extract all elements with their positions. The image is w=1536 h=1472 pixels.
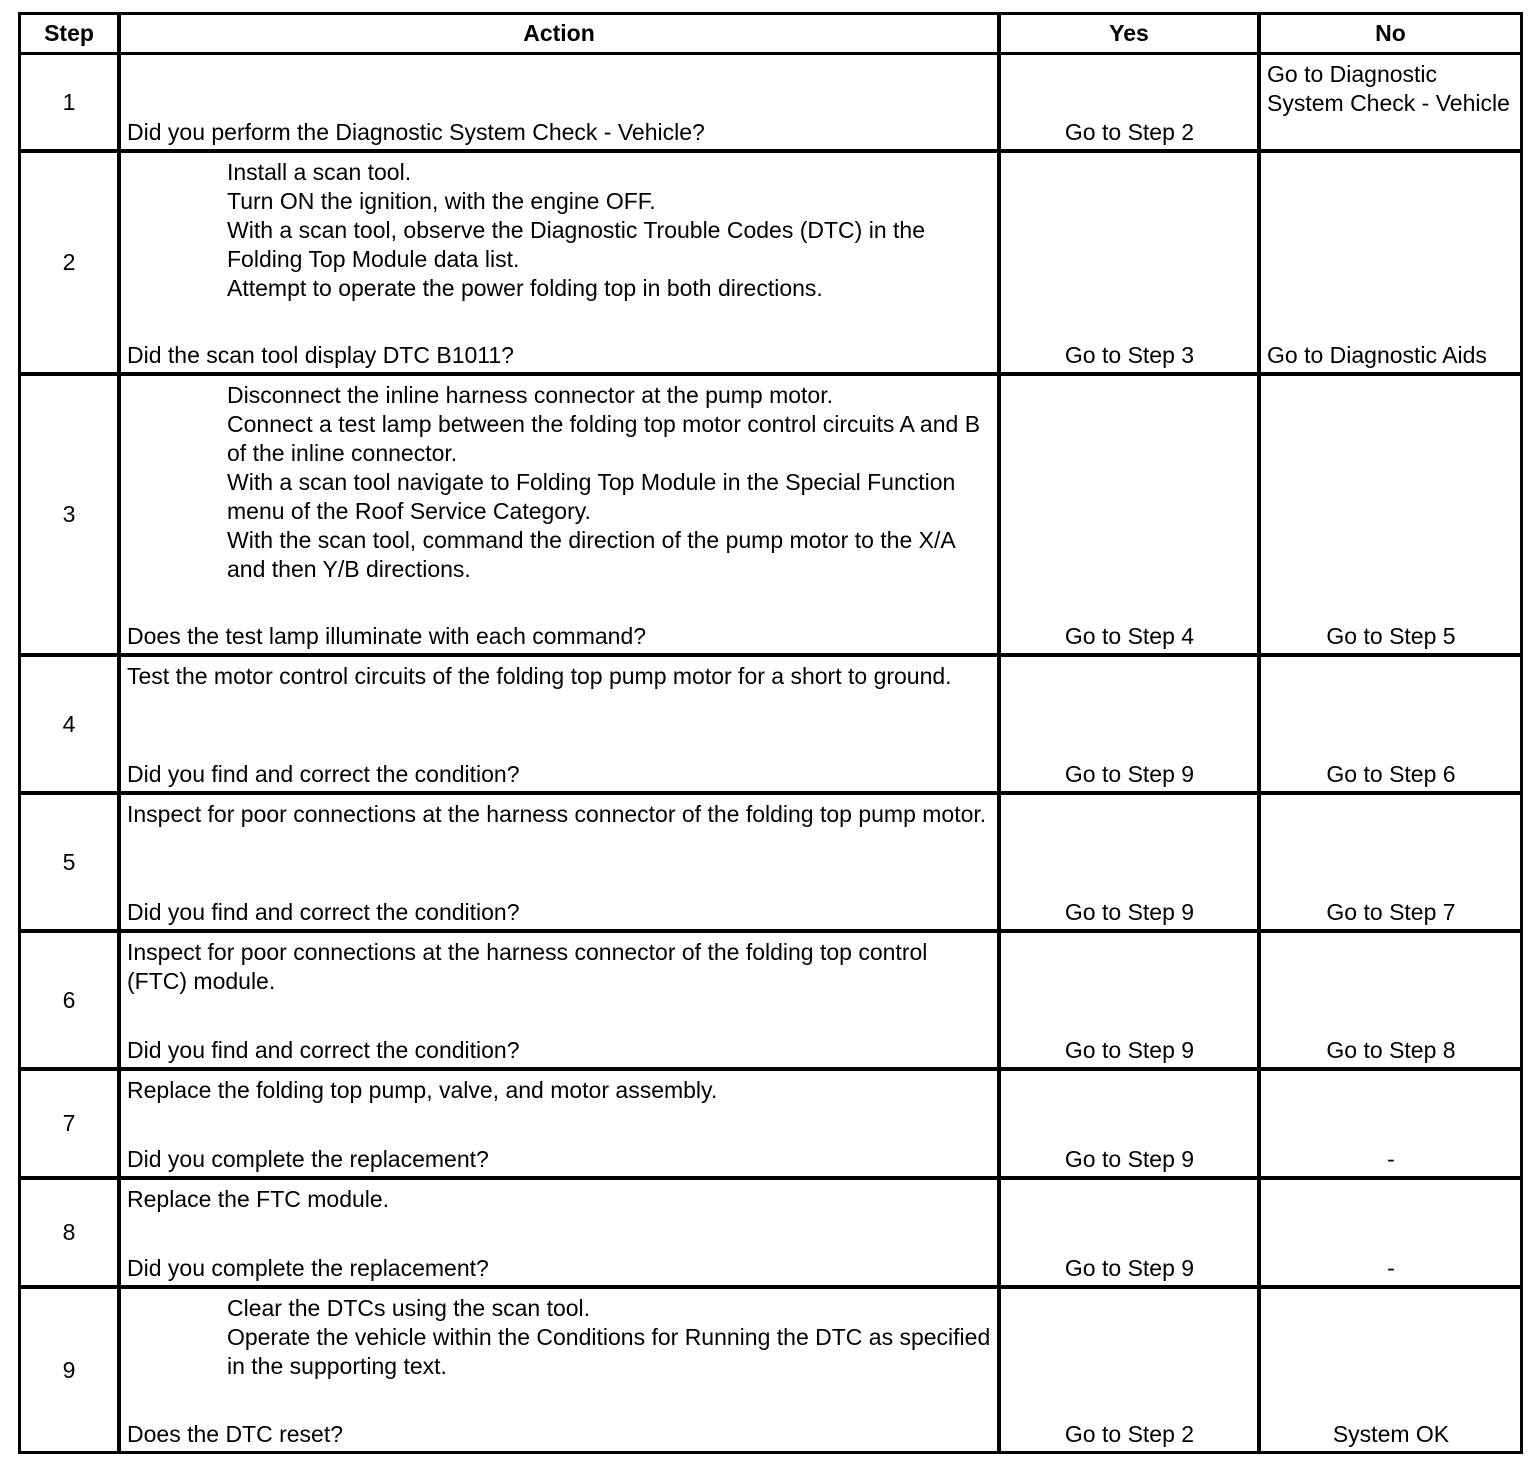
table-row [21,794,1523,932]
no-cell [1260,55,1523,152]
step-number: 4 [21,656,120,794]
action-bullet-item: Clear the DTCs using the scan tool. [227,1295,591,1321]
table-row [21,55,1523,152]
step-number: 9 [21,1288,120,1454]
action-cell [120,375,1000,656]
yes-result: Go to Step 2 [1064,119,1195,145]
yes-cell [1000,656,1260,794]
action-cell [120,1179,1000,1288]
no-result: Go to Step 6 [1326,761,1456,787]
yes-cell [1000,55,1260,152]
yes-result: Go to Step 9 [1064,899,1195,925]
action-bullet-item: Connect a test lamp between the folding top motor control circuits A and B of the inline connector. [227,411,981,466]
step-number: 2 [21,152,120,375]
yes-result: Go to Step 3 [1064,342,1195,368]
table-row [21,375,1523,656]
yes-result: Go to Step 9 [1064,1037,1195,1063]
yes-result: Go to Step 9 [1064,1255,1195,1281]
diagnostic-table [18,12,1523,1454]
table-row [21,1179,1523,1288]
yes-cell [1000,1288,1260,1454]
action-instruction: Inspect for poor connections at the harness connector of the folding top control (FTC) module. [127,939,928,994]
action-bullet-list [127,1294,992,1381]
no-cell [1260,656,1523,794]
action-instruction: Test the motor control circuits of the folding top pump motor for a short to ground. [127,663,952,689]
table-row [21,932,1523,1070]
header-no: No [1260,15,1523,55]
step-number: 5 [21,794,120,932]
action-bullet-item: Operate the vehicle within the Conditions for Running the DTC as specified in the supporting text. [227,1324,991,1379]
yes-result: Go to Step 9 [1064,761,1195,787]
no-cell [1260,152,1523,375]
action-bullet-item: Install a scan tool. [227,159,412,185]
yes-cell [1000,1179,1260,1288]
action-cell [120,932,1000,1070]
action-question: Does the DTC reset? [127,1421,344,1447]
action-question: Did you find and correct the condition? [127,761,520,787]
header-action: Action [120,15,1000,55]
no-result: Go to Diagnostic Aids [1267,342,1487,368]
action-bullet-item: With the scan tool, command the direction of the pump motor to the X/A and then Y/B directions. [227,527,955,582]
action-cell [120,152,1000,375]
yes-result: Go to Step 4 [1064,623,1195,649]
table-row [21,656,1523,794]
step-number: 7 [21,1070,120,1179]
table-row [21,152,1523,375]
yes-result: Go to Step 2 [1064,1421,1195,1447]
action-bullet-item: Attempt to operate the power folding top in both directions. [227,275,823,301]
action-bullet-item: With a scan tool, observe the Diagnostic Trouble Codes (DTC) in the Folding Top Module data list. [227,217,925,272]
action-question: Did you find and correct the condition? [127,1037,520,1063]
table-row [21,1070,1523,1179]
action-bullet-list [127,158,992,303]
no-result: System OK [1332,1421,1450,1447]
step-number: 3 [21,375,120,656]
action-bullet-item: Disconnect the inline harness connector at the pump motor. [227,382,834,408]
no-cell [1260,1179,1523,1288]
header-row [21,15,1523,55]
yes-cell [1000,375,1260,656]
no-cell [1260,794,1523,932]
action-cell [120,55,1000,152]
no-result: Go to Step 5 [1326,623,1456,649]
no-result: Go to Diagnostic System Check - Vehicle [1267,61,1510,116]
no-cell [1260,375,1523,656]
no-cell [1260,1070,1523,1179]
action-cell [120,656,1000,794]
action-instruction: Replace the FTC module. [127,1186,390,1212]
table-body [21,55,1523,1454]
no-result: Go to Step 7 [1326,899,1456,925]
action-cell [120,1070,1000,1179]
action-question: Did you complete the replacement? [127,1255,489,1281]
action-question: Did you complete the replacement? [127,1146,489,1172]
header-yes: Yes [1000,15,1260,55]
action-bullet-item: Turn ON the ignition, with the engine OFF. [227,188,656,214]
no-cell [1260,932,1523,1070]
yes-cell [1000,152,1260,375]
action-cell [120,1288,1000,1454]
action-bullet-item: With a scan tool navigate to Folding Top Module in the Special Function menu of the Roof Service Category. [227,469,956,524]
yes-cell [1000,794,1260,932]
yes-cell [1000,1070,1260,1179]
action-instruction: Inspect for poor connections at the harness connector of the folding top pump motor. [127,801,987,827]
step-number: 1 [21,55,120,152]
action-question: Does the test lamp illuminate with each command? [127,623,647,649]
table-row [21,1288,1523,1454]
yes-cell [1000,932,1260,1070]
step-number: 6 [21,932,120,1070]
header-step: Step [21,15,120,55]
action-instruction: Replace the folding top pump, valve, and motor assembly. [127,1077,718,1103]
no-result: - [1387,1255,1395,1281]
no-result: - [1387,1146,1395,1172]
yes-result: Go to Step 9 [1064,1146,1195,1172]
no-result: Go to Step 8 [1326,1037,1456,1063]
action-question: Did the scan tool display DTC B1011? [127,342,514,368]
action-bullet-list [127,381,992,584]
step-number: 8 [21,1179,120,1288]
action-question: Did you find and correct the condition? [127,899,520,925]
action-cell [120,794,1000,932]
action-question: Did you perform the Diagnostic System Check - Vehicle? [127,119,705,145]
no-cell [1260,1288,1523,1454]
